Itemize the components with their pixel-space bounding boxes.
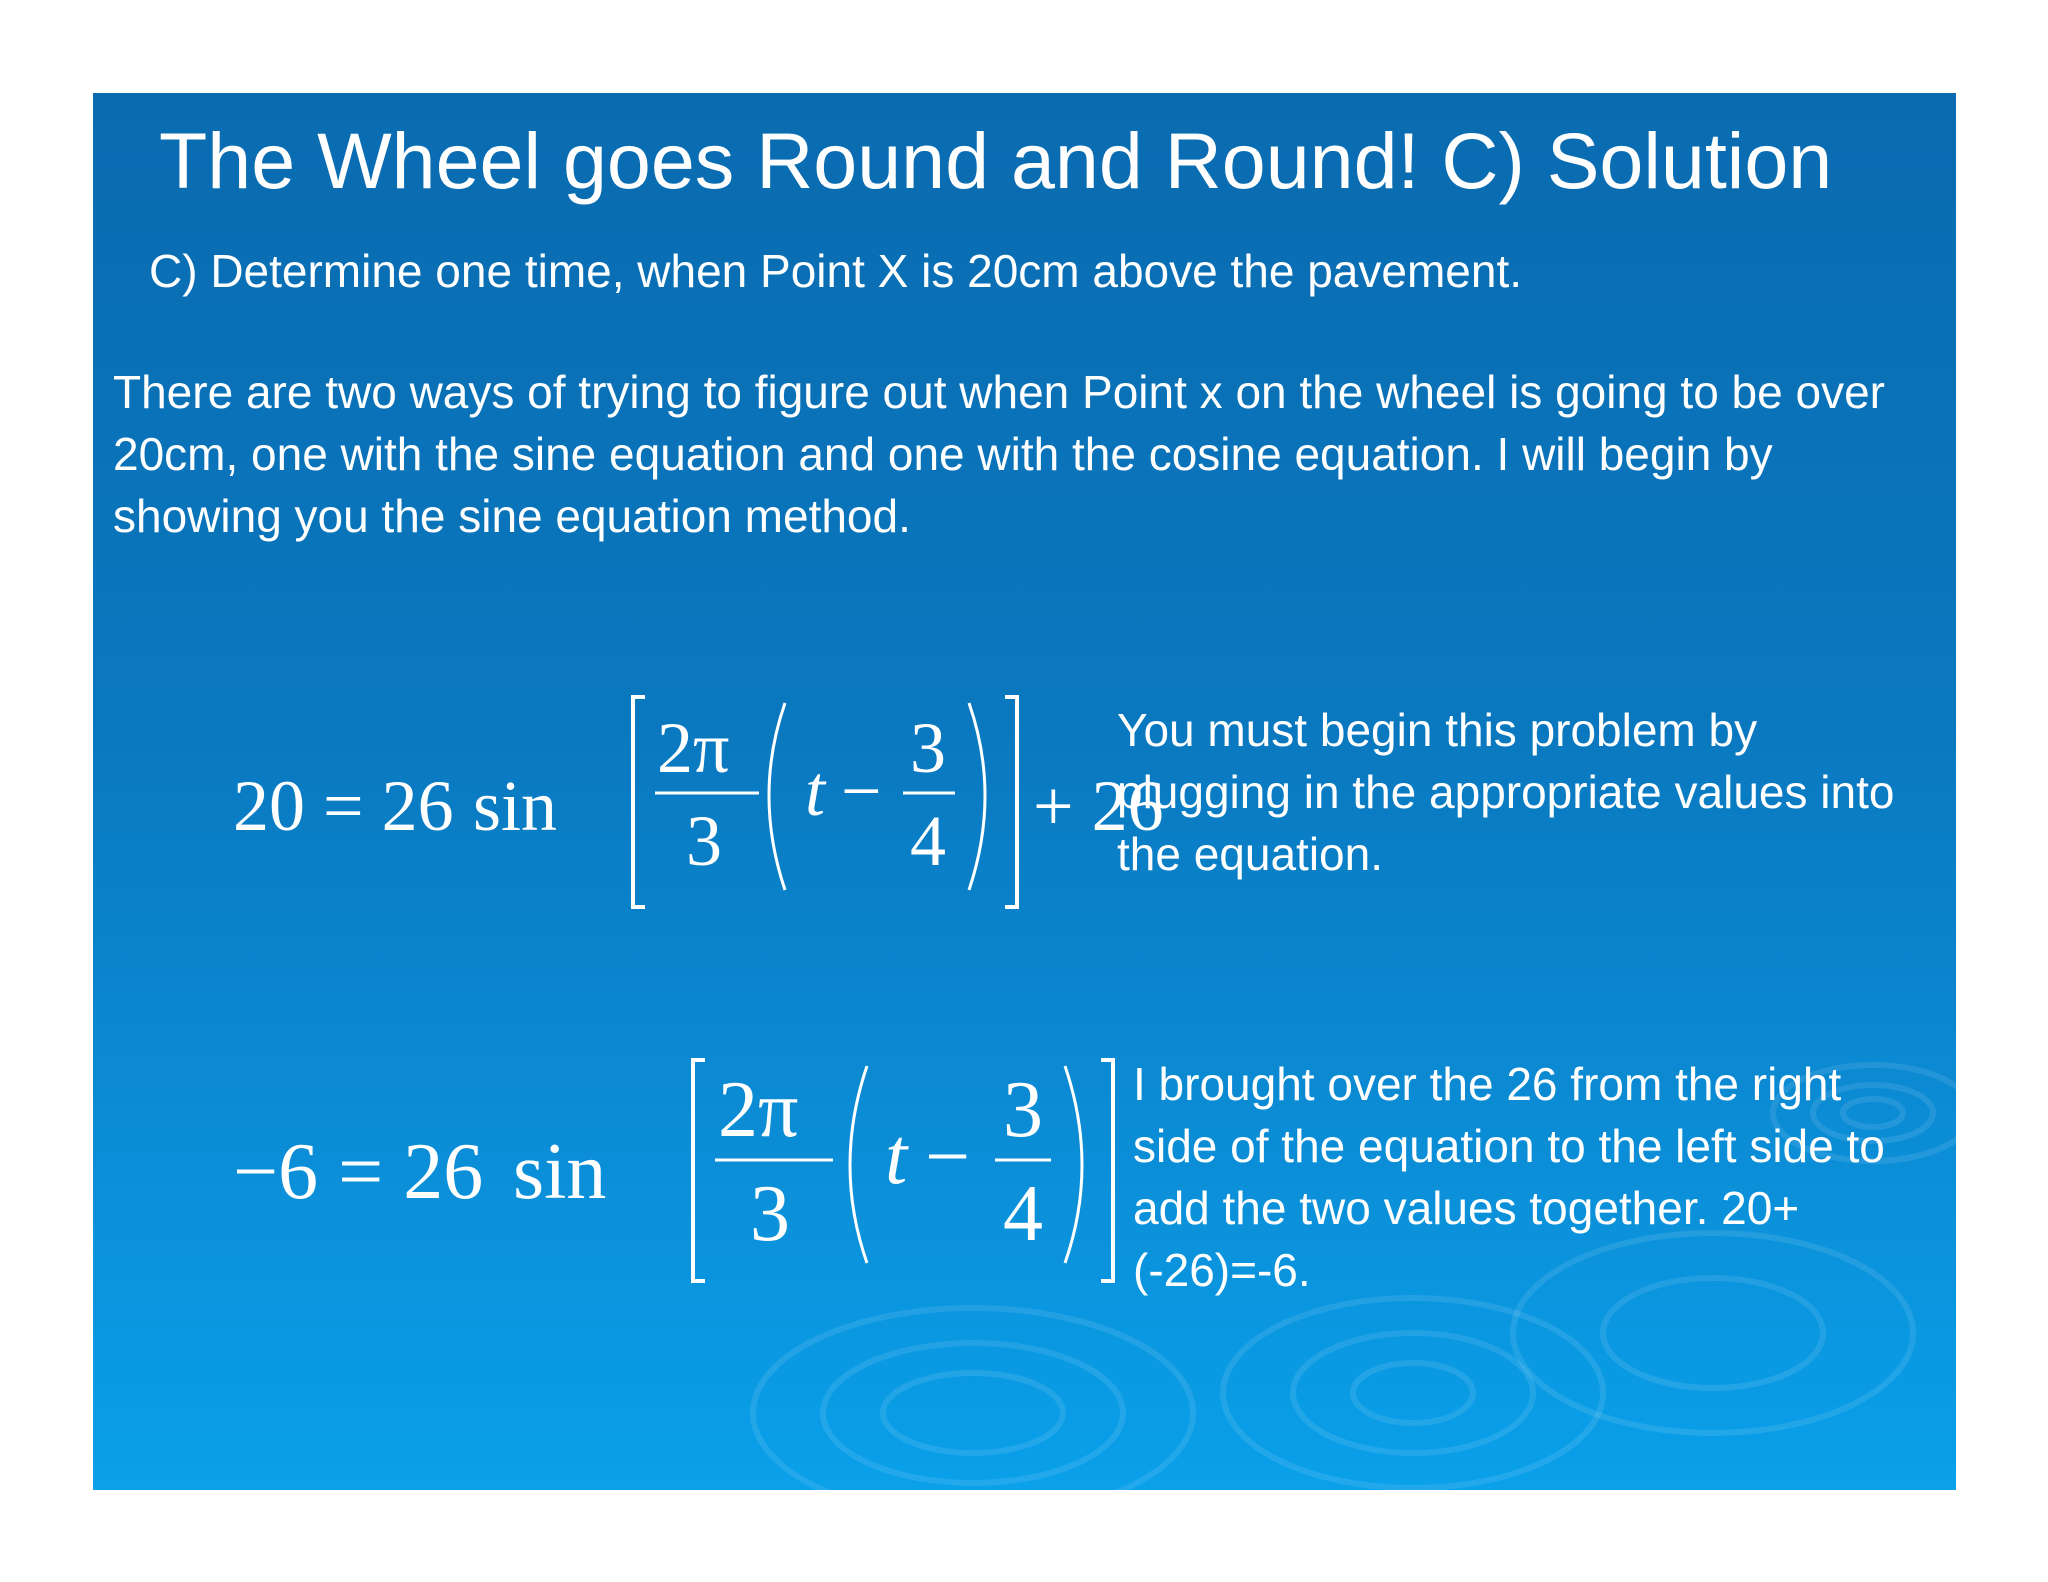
eq2-frac1-num: 2π: [718, 1066, 799, 1154]
equation-sine-substituted: [133, 685, 1164, 925]
eq2-frac2-num: 3: [1003, 1066, 1043, 1154]
eq1-minus: −: [841, 751, 882, 831]
note-bring-over: I brought over the 26 from the right side of the equation to the left side to add the two values together. 20+(-26)=-6.: [1133, 1058, 1885, 1296]
eq1-frac1-den: 3: [686, 801, 722, 881]
eq1-frac2-num: 3: [910, 708, 946, 788]
eq2-right-bracket: [1101, 1060, 1113, 1281]
eq2-right-paren: [1065, 1066, 1082, 1263]
eq2-frac1-den: 3: [750, 1170, 790, 1258]
eq1-frac2-den: 4: [910, 801, 946, 881]
eq2-left-bracket: [693, 1060, 705, 1281]
eq2-sin: sin: [513, 1128, 607, 1216]
eq1-left-paren: [769, 703, 785, 890]
eq1-right-paren: [969, 703, 985, 890]
eq1-right-bracket: [1005, 697, 1017, 907]
intro-paragraph: There are two ways of trying to figure out when Point x on the wheel is going to be over 20cm, one with the sine equation and one with the cosine equation. I will begin by showing you the sine equation method.: [113, 366, 1885, 542]
eq1-sin: sin: [473, 766, 558, 846]
slide: [93, 93, 1956, 1490]
eq1-lhs: 20 = 26: [233, 766, 454, 846]
eq2-left-paren: [850, 1066, 867, 1263]
eq2-lhs: −6 = 26: [233, 1128, 484, 1216]
eq1-left-bracket: [633, 697, 645, 907]
eq2-var-t: t: [885, 1113, 908, 1201]
slide-title: The Wheel goes Round and Round! C) Solution: [159, 116, 1833, 205]
note-plug-values: You must begin this problem by plugging in the appropriate values into the equation.: [1117, 704, 1895, 880]
question-text: C) Determine one time, when Point X is 20cm above the pavement.: [149, 245, 1523, 297]
eq1-tail: + 26: [1033, 766, 1164, 846]
eq2-frac2-den: 4: [1003, 1170, 1043, 1258]
equation-sine-rearranged: [133, 1048, 1133, 1308]
eq1-var-t: t: [805, 751, 826, 831]
eq1-frac1-num: 2π: [657, 708, 730, 788]
eq2-minus: −: [925, 1113, 971, 1201]
